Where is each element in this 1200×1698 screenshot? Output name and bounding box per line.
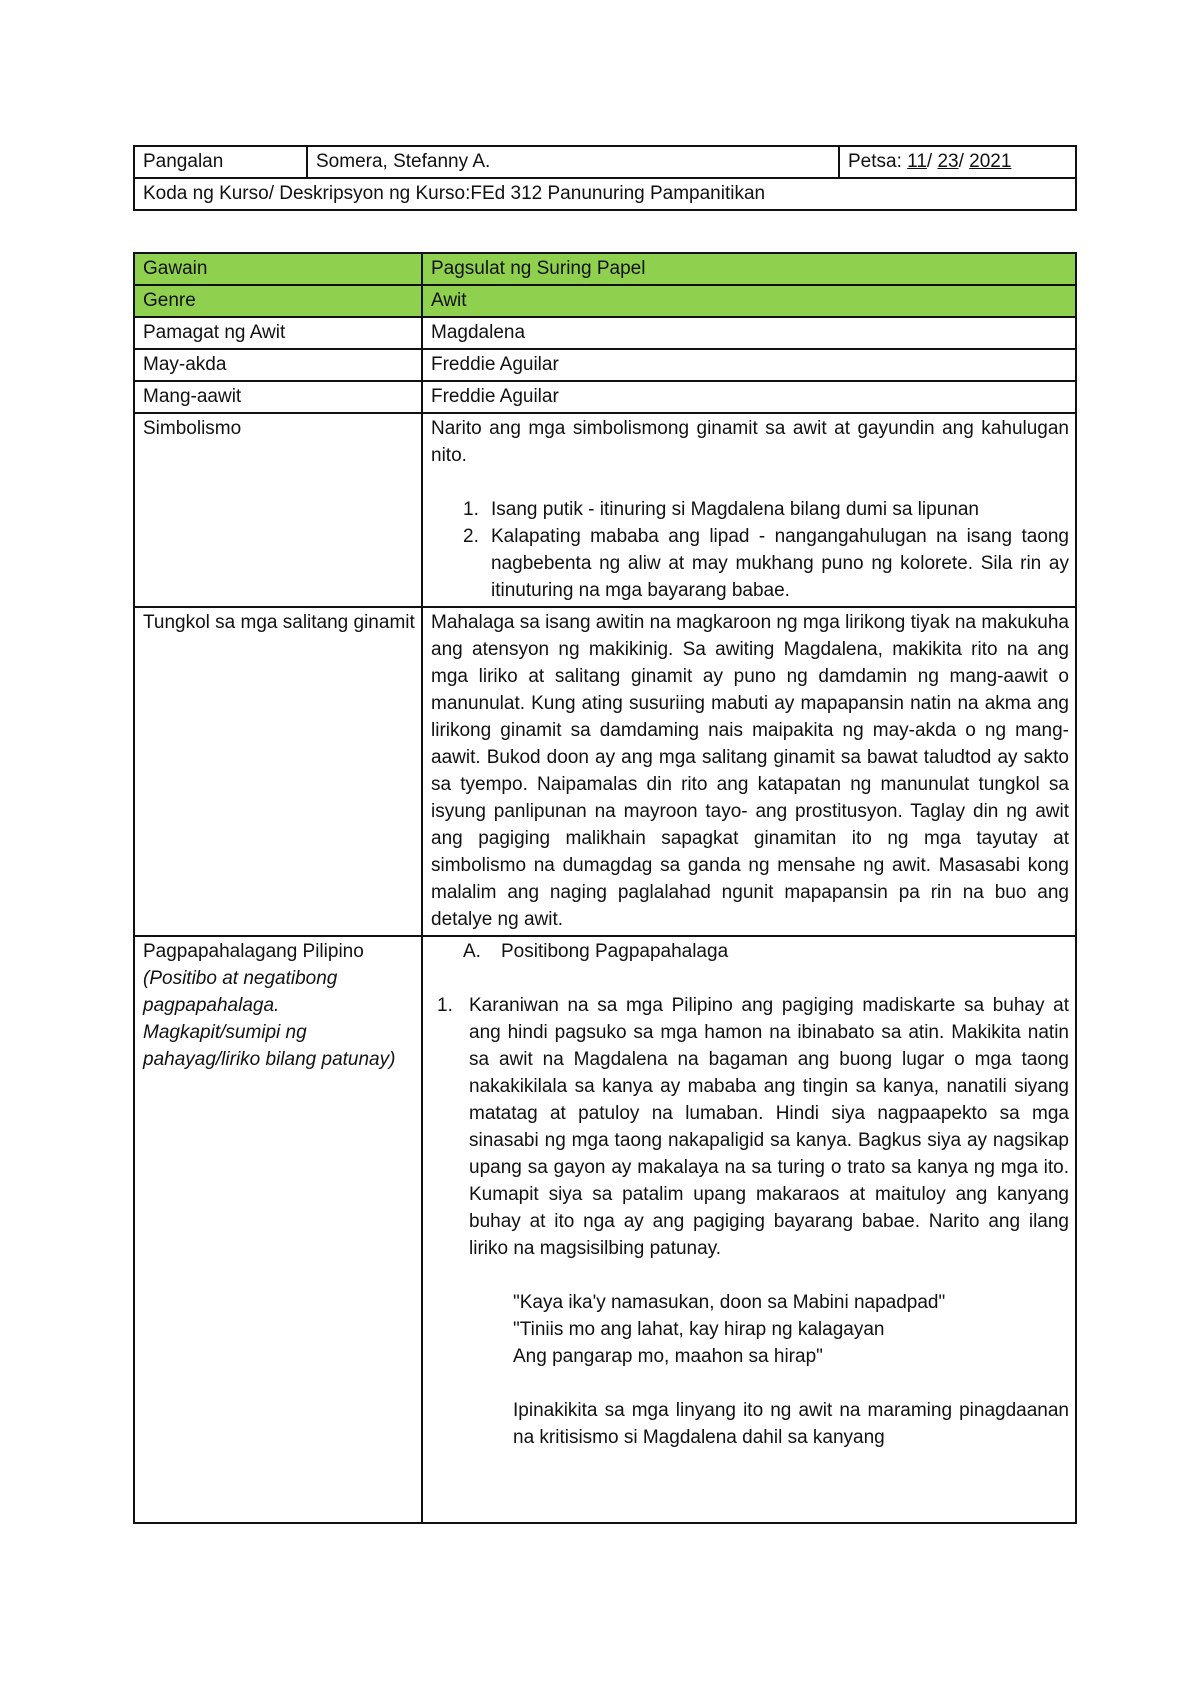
list-item-num: 1. bbox=[437, 995, 453, 1016]
simbolismo-intro: Narito ang mga simbolismong ginamit sa awit at gayundin ang kahulugan nito. bbox=[431, 418, 1069, 466]
row-mangaawit bbox=[134, 381, 1076, 413]
date-year: 2021 bbox=[969, 151, 1012, 172]
list-item-text: Kalapating mababa ang lipad - nangangahulugan na isang taong nagbebenta ng aliw at may mukhang puno ng kolorete. Sila rin ay itinuturing na mga bayarang babae. bbox=[491, 526, 1069, 601]
pamagat-value: Magdalena bbox=[422, 317, 1076, 349]
list-item-text: Isang putik - itinuring si Magdalena bilang dumi sa lipunan bbox=[491, 499, 979, 520]
section-heading bbox=[431, 938, 1069, 965]
salita-text: Mahalaga sa isang awitin na magkaroon ng mga lirikong tiyak na makukuha ang atensyon ng makikinig. Sa awiting Magdalena, makikita rito na ang mga liriko at salitang ginamit ay puno ng damdamin ng mang-aawit o manunulat. Kung ating susuriing mabuti ay mapapansin natin na akma ang lirikong ginamit sa damdaming nais maipakita ng may-akda o ng mang-aawit. Bukod doon ay ang mga salitang ginamit sa bawat taludtod ay sakto sa tyempo. Naipamalas din rito ang katapatan ng manunulat tungkol sa isyung panlipunan na mayroon tayo- ang prostitusyon. Taglay din ng awit ang pagiging malikhain sapagkat ginamitan ito ng mga tayutay at simbolismo na dumagdag sa ganda ng mensahe ng awit. Masasabi kong malalim ang naging paglalahad ngunit mapapansin pa rin na buo ang detalye ng awit. bbox=[422, 607, 1076, 936]
date-label: Petsa: bbox=[848, 151, 902, 172]
simbolismo-list bbox=[431, 496, 1069, 604]
quote-line: "Kaya ika'y namasukan, doon sa Mabini napadpad" bbox=[513, 1292, 946, 1313]
quote-line: Ang pangarap mo, maahon sa hirap" bbox=[513, 1346, 823, 1367]
review-table bbox=[133, 252, 1077, 1524]
lyrics-quote bbox=[431, 1289, 1069, 1370]
row-salita bbox=[134, 607, 1076, 936]
list-item-num: 1. bbox=[463, 499, 479, 520]
analysis-text: Ipinakikita sa mga linyang ito ng awit na maraming pinagdaanan na kritisismo si Magdalena dahil sa kanyang bbox=[513, 1400, 1069, 1448]
row-pamagat bbox=[134, 317, 1076, 349]
gawain-value: Pagsulat ng Suring Papel bbox=[422, 253, 1076, 285]
section-letter: A. bbox=[463, 941, 481, 962]
mayakda-label: May-akda bbox=[134, 349, 422, 381]
header-row-name bbox=[134, 146, 1076, 178]
course-label: Koda ng Kurso/ Deskripsyon ng Kurso: bbox=[143, 183, 471, 204]
row-gawain bbox=[134, 253, 1076, 285]
name-label: Pangalan bbox=[134, 146, 307, 178]
row-simbolismo bbox=[134, 413, 1076, 607]
pagpapahalaga-content bbox=[422, 936, 1076, 1523]
name-value: Somera, Stefanny A. bbox=[307, 146, 839, 178]
row-mayakda bbox=[134, 349, 1076, 381]
list-item-num: 2. bbox=[463, 526, 479, 547]
date-cell: Petsa: 11/ 23/ 2021 bbox=[839, 146, 1076, 178]
date-month: 11 bbox=[907, 151, 927, 172]
mayakda-value: Freddie Aguilar bbox=[422, 349, 1076, 381]
list-item-text: Karaniwan na sa mga Pilipino ang pagiging madiskarte sa buhay at ang hindi pagsuko sa mga hamon na ibinabato sa atin. Makikita natin sa awit na Magdalena na bagaman ang buong lugar o mga taong nakakikilala sa kanya ay mababa ang tingin sa kanya, nanatili siyang matatag at patuloy na lumaban. Hindi siya nagpaapekto sa mga sinasabi ng mga taong nakapaligid sa kanya. Bagkus siya ay nagsikap upang sa gayon ay makalaya na sa turing o trato sa kanya ng mga ito. Kumapit siya sa patalim upang makaraos at maituloy ang kanyang buhay at ito nga ay ang pagiging bayarang babae. Narito ang ilang liriko na magsisilbing patunay. bbox=[469, 995, 1069, 1259]
course-value: FEd 312 Panunuring Pampanitikan bbox=[470, 183, 766, 204]
simbolismo-label: Simbolismo bbox=[134, 413, 422, 607]
header-table bbox=[133, 145, 1077, 211]
quote-line: "Tiniis mo ang lahat, kay hirap ng kalagayan bbox=[513, 1319, 885, 1340]
section-title: Positibong Pagpapahalaga bbox=[501, 941, 729, 962]
gawain-label: Gawain bbox=[134, 253, 422, 285]
pamagat-label: Pamagat ng Awit bbox=[134, 317, 422, 349]
header-row-course bbox=[134, 178, 1076, 210]
row-pagpapahalaga bbox=[134, 936, 1076, 1523]
salita-label: Tungkol sa mga salitang ginamit bbox=[134, 607, 422, 936]
course-cell bbox=[134, 178, 1076, 210]
genre-label: Genre bbox=[134, 285, 422, 317]
date-day: 23 bbox=[937, 151, 959, 172]
mangaawit-label: Mang-aawit bbox=[134, 381, 422, 413]
row-genre bbox=[134, 285, 1076, 317]
list-item bbox=[463, 523, 1069, 604]
list-item bbox=[437, 992, 1069, 1262]
pagpapahalaga-label-cell bbox=[134, 936, 422, 1523]
genre-value: Awit bbox=[422, 285, 1076, 317]
pagpapahalaga-list bbox=[431, 992, 1069, 1262]
list-item bbox=[463, 496, 1069, 523]
pagpapahalaga-note: (Positibo at negatibong pagpapahalaga. Magkapit/sumipi ng pahayag/liriko bilang patunay) bbox=[143, 968, 396, 1070]
pagpapahalaga-label: Pagpapahalagang Pilipino bbox=[143, 941, 364, 962]
simbolismo-content bbox=[422, 413, 1076, 607]
mangaawit-value: Freddie Aguilar bbox=[422, 381, 1076, 413]
